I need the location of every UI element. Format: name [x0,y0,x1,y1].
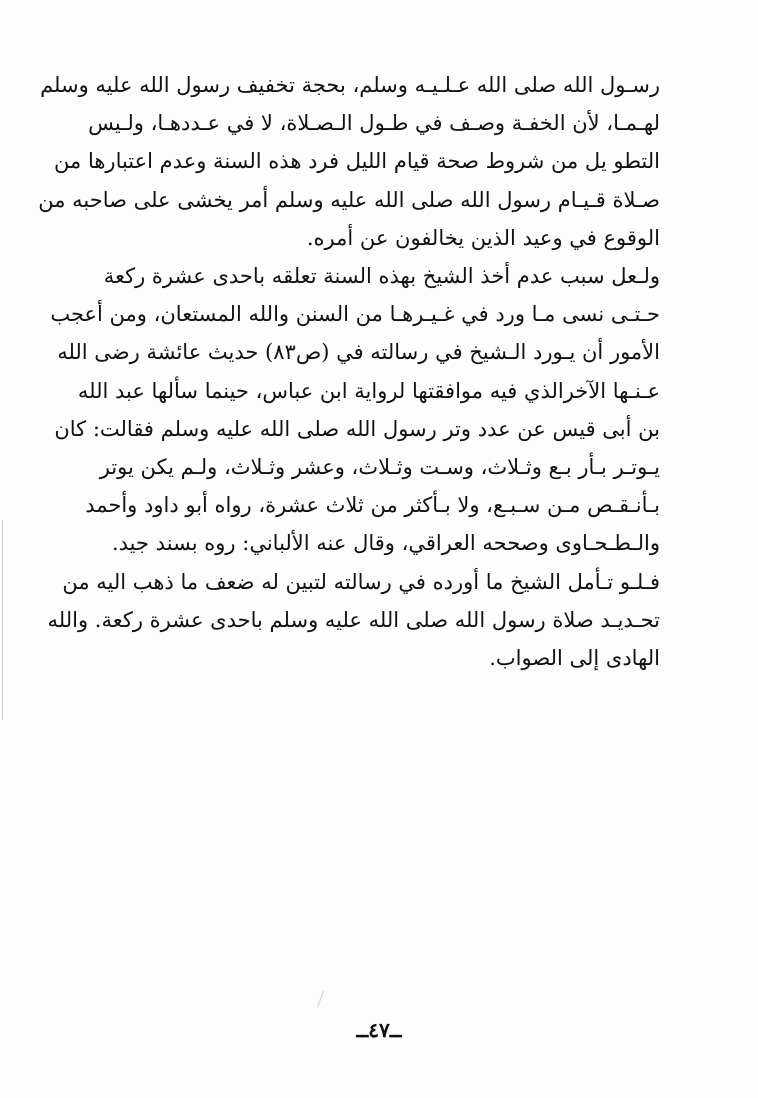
text-line: التطو يل من شروط صحة قيام الليل فرد هذه السنة وعدم اعتبارها من [54,149,660,174]
scan-artifact [317,990,324,1007]
text-line: ولـعل سبب عدم أخذ الشيخ بهذه السنة تعلقه باحدى عشرة ركعة [103,264,660,289]
text-line: لهـمـا، لأن الخفـة وصـف في طـول الـصـلاة، لا في عـددهـا، ولـيس [88,111,660,136]
text-line: فـلـو تـأمل الشيخ ما أورده في رسالته لتبين له ضعف ما ذهب اليه من [62,569,660,594]
body-text [38,66,660,677]
text-line: الهادى إلى الصواب. [489,646,660,671]
text-line: يـوتـر بـأر بـع وثـلاث، وسـت وثـلاث، وعشر وثـلاث، ولـم يكن يوتر [99,455,660,480]
text-line: رسـول الله صلى الله عـلـيـه وسلم، بحجة تخفيف رسول الله عليه وسلم [40,73,660,97]
text-line: بن أبى قيس عن عدد وتر رسول الله صلى الله عليه وسلم فقالت: كان [54,416,660,441]
text-line: حـتـى نسى مـا ورد في غـيـرهـا من السنن والله المستعان، ومن أعجب [50,302,660,327]
text-line: عـنـها الآخرالذي فيه موافقتها لرواية ابن عباس، حينما سألها عبد الله [77,378,660,403]
text-line: الأمور أن يـورد الـشيخ في رسالته في (ص٨٣) حديث عائشة رضى الله [57,340,660,365]
text-line: صـلاة قـيـام رسول الله صلى الله عليه وسلم أمر يخشى على صاحبه من [38,187,660,212]
text-line: بـأنـقـص مـن سـبـع، ولا بـأكثر من ثلاث عشرة، رواه أبو داود وأحمد [85,493,660,518]
page-number: ــ٤٧ــ [356,1018,402,1042]
text-line: الوقوع في وعيد الذين يخالفون عن أمره. [306,225,660,250]
scan-artifact [2,520,3,720]
text-line: تحـديـد صلاة رسول الله صلى الله عليه وسلم باحدى عشرة ركعة. والله [47,607,660,632]
text-line: والـطـحـاوى وصححه العراقي، وقال عنه الألباني: روه بسند جيد. [111,531,660,556]
